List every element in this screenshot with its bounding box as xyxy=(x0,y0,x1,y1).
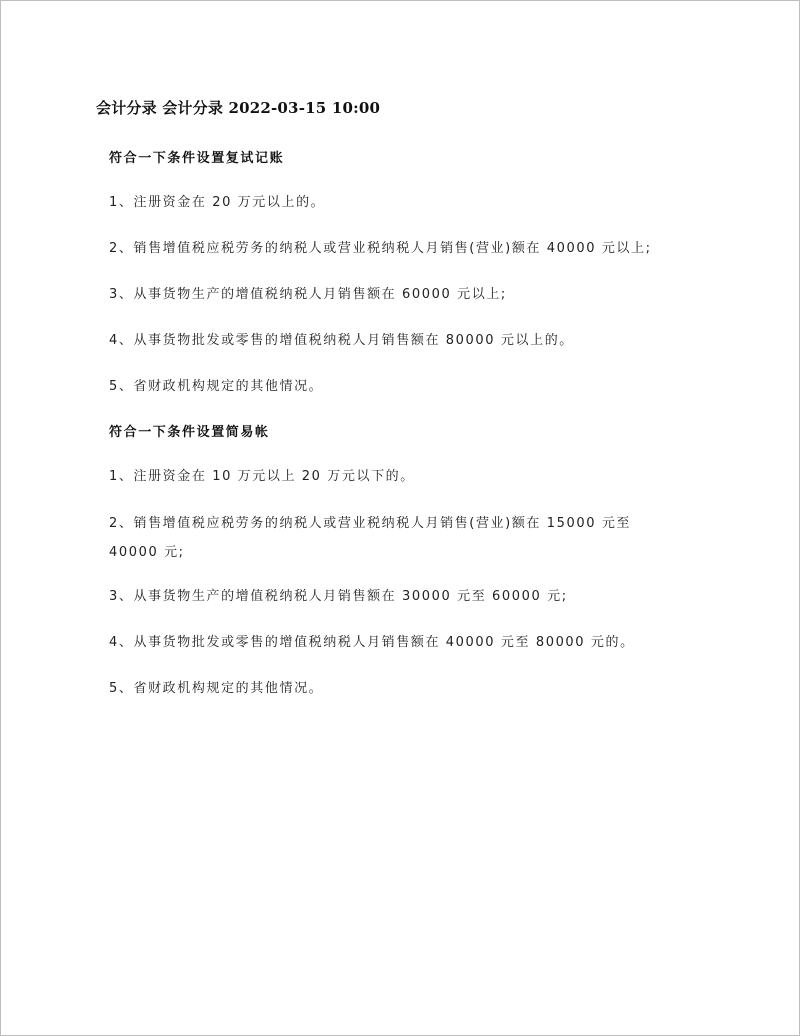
list-item: 5、省财政机构规定的其他情况。 xyxy=(109,681,324,696)
list-item: 5、省财政机构规定的其他情况。 xyxy=(109,379,324,394)
list-item-continuation: 40000 元; xyxy=(109,545,185,560)
list-item: 2、销售增值税应税劳务的纳税人或营业税纳税人月销售(营业)额在 40000 元以上; xyxy=(109,241,652,256)
list-item: 3、从事货物生产的增值税纳税人月销售额在 30000 元至 60000 元; xyxy=(109,589,568,604)
list-item: 1、注册资金在 10 万元以上 20 万元以下的。 xyxy=(109,469,415,484)
list-item: 1、注册资金在 20 万元以上的。 xyxy=(109,195,326,210)
list-item: 4、从事货物批发或零售的增值税纳税人月销售额在 40000 元至 80000 元的。 xyxy=(109,635,635,650)
document-title: 会计分录 会计分录 2022-03-15 10:00 xyxy=(96,99,381,117)
list-item: 3、从事货物生产的增值税纳税人月销售额在 60000 元以上; xyxy=(109,287,507,302)
section-heading-double-entry: 符合一下条件设置复试记账 xyxy=(109,151,285,166)
section-heading-simple-ledger: 符合一下条件设置简易帐 xyxy=(109,425,270,440)
list-item: 2、销售增值税应税劳务的纳税人或营业税纳税人月销售(营业)额在 15000 元至 xyxy=(109,516,632,531)
list-item: 4、从事货物批发或零售的增值税纳税人月销售额在 80000 元以上的。 xyxy=(109,333,574,348)
